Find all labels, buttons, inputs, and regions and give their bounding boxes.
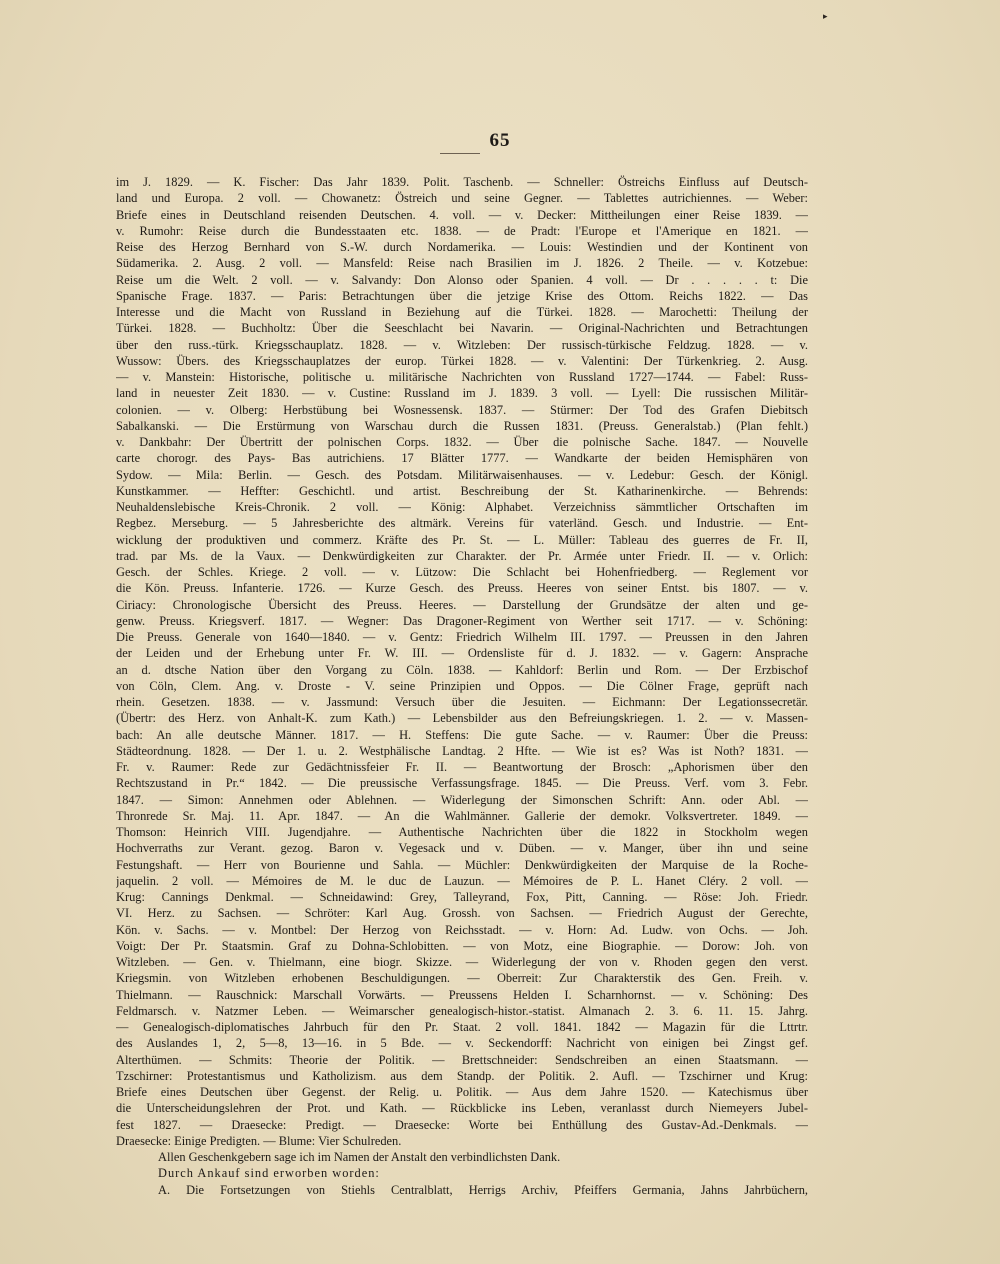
text-line: rhein. Gesetzen. 1838. — v. Jassmund: Versuch über die Jesuiten. — Eichmann: Der Legationssecretär. <box>116 695 808 709</box>
body-text <box>116 174 808 1198</box>
text-line: des Auslandes 1, 2, 5—8, 13—16. in 5 Bde. — v. Seckendorff: Nachricht von einigen bei Zingst gef. <box>116 1036 808 1051</box>
text-line: Feldmarsch. v. Natzmer Leben. — Weimarscher genealogisch-histor.-statist. Almanach 2. 3. 6. 11. 15. Jahrg. <box>116 1003 808 1018</box>
text-line: Spanische Frage. 1837. — Paris: Betrachtungen über die jetzige Krise des Ottom. Reichs 1822. — Das <box>116 288 808 303</box>
text-line: Interesse und die Macht von Russland in Beziehung auf die Türkei. 1828. — Marochetti: Theilung der <box>116 305 808 319</box>
text-line: Rechtszustand in Pr.“ 1842. — Die preussische Verfassungsfrage. 1845. — Die Preuss. Verf. vom 3. Febr. <box>116 776 808 791</box>
text-line: v. Rumohr: Reise durch die Bundesstaaten etc. 1838. — de Pradt: l'Europe et l'Amerique en 1821. — <box>116 223 808 238</box>
text-line: Festungshaft. — Herr von Bourienne und Sahla. — Müchler: Denkwürdigkeiten der Marquise de la Roche- <box>116 857 808 872</box>
text-line: Die Preuss. Generale von 1640—1840. — v. Gentz: Friedrich Wilhelm III. 1797. — Preussen in den Jahren <box>116 630 808 644</box>
text-line: Hochverraths zur Verant. gezog. Baron v. Vegesack und v. Düben. — v. Manger, über ihn und seine <box>116 841 808 856</box>
page-edge-mark: ▸ <box>823 12 828 22</box>
text-line: Thielmann. — Rauschnick: Marschall Vorwärts. — Preussens Helden I. Scharnhornst. — v. Schöning: Des <box>116 987 808 1002</box>
text-line: trad. par Ms. de la Vaux. — Denkwürdigkeiten zur Charakter. der Pr. Armée unter Friedr. II. — v. Orlich: <box>116 548 808 563</box>
text-line: fest 1827. — Draesecke: Predigt. — Draesecke: Worte bei Enthüllung des Gustav-Ad.-Denkmals. — <box>116 1117 808 1132</box>
text-line: — v. Manstein: Historische, politische u. militärische Nachrichten von Russland 1727—1744. — Fabel: Russ- <box>116 370 808 384</box>
text-line: an d. dtsche Nation über den Vorgang zu Cöln. 1838. — Kahldorf: Berlin und Rom. — Der Erzbischof <box>116 662 808 677</box>
text-line: Ciriacy: Chronologische Übersicht des Preuss. Heeres. — Darstellung der Grundsätze der alten und ge- <box>116 597 808 612</box>
page-number-underline <box>440 153 480 154</box>
text-line: Reise um die Welt. 2 voll. — v. Salvandy: Don Alonso oder Spanien. 4 voll. — Dr . . . . . t: Die <box>116 272 808 287</box>
text-line: Thomson: Heinrich VIII. Jugendjahre. — Authentische Nachrichten über die 1822 in Stockholm wegen <box>116 825 808 839</box>
text-line: land und Europa. 2 voll. — Chowanetz: Östreich und seine Gegner. — Tablettes autrichiennes. — Weber: <box>116 191 808 206</box>
text-line: die Kön. Preuss. Infanterie. 1726. — Kurze Gesch. des Preuss. Heeres von seiner Entst. bis 1807. — v. <box>116 581 808 596</box>
text-line: Gesch. der Schles. Kriege. 2 voll. — v. Lützow: Die Schlacht bei Hohenfriedberg. — Reglement vor <box>116 565 808 579</box>
text-line: Wussow: Übers. des Kriegsschauplatzes der europ. Türkei 1828. — v. Valentini: Der Türkenkrieg. 2. Ausg. <box>116 353 808 368</box>
bibliography-list <box>116 174 808 1149</box>
text-line: über den russ.-türk. Kriegsschauplatz. 1828. — v. Witzleben: Der russisch-türkische Feldzug. 1828. — v. <box>116 337 808 352</box>
text-line: wicklung der produktiven und commerz. Kräfte des Pr. St. — L. Müller: Tableau des guerres de Fr. II, <box>116 532 808 547</box>
purchase-heading: Durch Ankauf sind erworben worden: <box>158 1166 380 1181</box>
text-line: carte chorogr. des Pays- Bas autrichiens. 17 Blätter 1777. — Wandkarte der beiden Hemisphären von <box>116 451 808 466</box>
text-line: Voigt: Der Pr. Staatsmin. Graf zu Dohna-Schlobitten. — von Motz, eine Biographie. — Dorow: Joh. von <box>116 938 808 953</box>
text-line: (Übertr: des Herz. von Anhalt-K. zum Kath.) — Lebensbilder aus den Befreiungskriegen. 1. 2. — v. Massen- <box>116 711 808 726</box>
text-line: colonien. — v. Olberg: Herbstübung bei Wosnessensk. 1837. — Stürmer: Der Tod des Grafen Diebitsch <box>116 402 808 417</box>
text-line: die Unterscheidungslehren der Prot. und Kath. — Rückblicke ins Leben, veranlasst durch Niemeyers Jubel- <box>116 1101 808 1116</box>
text-line: 1847. — Simon: Annehmen oder Ablehnen. — Widerlegung der Simonschen Schrift: Ann. oder Abl. — <box>116 792 808 807</box>
text-line: im J. 1829. — K. Fischer: Das Jahr 1839. Polit. Taschenb. — Schneller: Östreichs Einfluss auf Deutsch- <box>116 175 808 189</box>
text-line: jaquelin. 2 voll. — Mémoires de M. le duc de Lauzun. — Mémoires de P. L. Hanet Cléry. 2 voll. — <box>116 873 808 888</box>
text-line: Briefe eines in Deutschland reisenden Deutschen. 4. voll. — v. Decker: Mittheilungen einer Reise 1839. — <box>116 207 808 222</box>
text-line: Städteordnung. 1828. — Der 1. u. 2. Westphälische Landtag. 2 Hfte. — Wie ist es? Was ist Noth? 1831. — <box>116 743 808 758</box>
text-line: Thronrede Sr. Maj. 11. Apr. 1847. — An die Wahlmänner. Gallerie der demokr. Volksvertreter. 1849. — <box>116 808 808 823</box>
text-line: Draesecke: Einige Predigten. — Blume: Vier Schulreden. <box>116 1133 402 1148</box>
text-line: Regbez. Merseburg. — 5 Jahresberichte des altmärk. Vereins für vaterländ. Gesch. und Industrie. — Ent- <box>116 516 808 531</box>
text-line: Briefe eines Deutschen über Gegenst. der Relig. u. Politik. — Aus dem Jahre 1520. — Katechismus über <box>116 1085 808 1099</box>
text-line: Fr. v. Raumer: Rede zur Gedächtnissfeier Fr. II. — Beantwortung der Brosch: „Aphorismen über den <box>116 760 808 774</box>
text-line: Witzleben. — Gen. v. Thielmann, eine biogr. Skizze. — Widerlegung der von v. Rhoden gegen den verst. <box>116 955 808 969</box>
text-line: Sabalkanski. — Die Erstürmung von Warschau durch die Russen 1831. (Preuss. Generalstab.) (Plan fehlt.) <box>116 418 808 433</box>
text-line: VI. Herz. zu Sachsen. — Schröter: Karl Aug. Grossh. von Sachsen. — Friedrich August der Gerechte, <box>116 906 808 921</box>
text-line: bach: An alle deutsche Männer. 1817. — H. Steffens: Die gute Sache. — v. Raumer: Über die Preuss: <box>116 727 808 742</box>
text-line: Neuhaldenslebische Kreis-Chronik. 2 voll. — König: Alphabet. Verzeichniss sämmtlicher Ortschaften im <box>116 500 808 514</box>
text-line: Kunstkammer. — Heffter: Geschichtl. und artist. Beschreibung der St. Katharinenkirche. — Behrends: <box>116 483 808 498</box>
text-line: Kriegsmin. von Witzleben erhobenen Beschuldigungen. — Oberreit: Zur Charakterstik des Gen. Freih. v. <box>116 971 808 986</box>
purchase-line: A. Die Fortsetzungen von Stiehls Centralblatt, Herrigs Archiv, Pfeiffers Germania, Jahns Jahrbüchern, <box>158 1182 808 1197</box>
text-line: Türkei. 1828. — Buchholtz: Über die Seeschlacht bei Navarin. — Original-Nachrichten und Betrachtungen <box>116 321 808 336</box>
text-line: Reise des Herzog Bernhard von S.-W. durch Nordamerika. — Louis: Westindien und der Kontinent von <box>116 240 808 254</box>
text-line: Südamerika. 2. Ausg. 2 voll. — Mansfeld: Reise nach Brasilien im J. 1826. 2 Theile. — v. Kotzebue: <box>116 256 808 271</box>
text-line: der Leiden und der Erhebung unter Fr. W. III. — Ordensliste für d. J. 1832. — v. Gagern: Ansprache <box>116 646 808 661</box>
text-line: v. Dankbahr: Der Übertritt der polnischen Corps. 1832. — Über die polnische Sache. 1847. — Nouvelle <box>116 435 808 449</box>
text-line: von Cöln, Clem. Ang. v. Droste - V. seine Prinzipien und Oppos. — Die Cölner Frage, geprüft nach <box>116 678 808 693</box>
text-line: Tzschirner: Protestantismus und Katholizism. aus dem Standp. der Politik. 2. Aufl. — Tzschirner und Krug: <box>116 1068 808 1083</box>
page-number: 65 <box>489 130 511 151</box>
text-line: land in neuester Zeit 1830. — v. Custine: Russland im J. 1839. 3 voll. — Lyell: Die russischen Militär- <box>116 386 808 401</box>
acknowledgement-line: Allen Geschenkgebern sage ich im Namen der Anstalt den verbindlichsten Dank. <box>158 1150 561 1164</box>
text-line: Krug: Cannings Denkmal. — Schneidawind: Grey, Talleyrand, Fox, Pitt, Canning. — Röse: Joh. Friedr. <box>116 890 808 904</box>
text-line: Kön. v. Sachs. — v. Montbel: Der Herzog von Reichsstadt. — v. Horn: Ad. Ludw. von Ochs. — Joh. <box>116 922 808 937</box>
text-line: Sydow. — Mila: Berlin. — Gesch. des Potsdam. Militärwaisenhauses. — v. Ledebur: Gesch. der Königl. <box>116 467 808 482</box>
text-line: — Genealogisch-diplomatisches Jahrbuch für den Pr. Staat. 2 voll. 1841. 1842 — Magazin für die Lttrtr. <box>116 1020 808 1034</box>
text-line: Alterthümen. — Schmits: Theorie der Politik. — Brettschneider: Sendschreiben an einen Staatsmann. — <box>116 1052 808 1067</box>
text-line: genw. Preuss. Kriegsverf. 1817. — Wegner: Das Dragoner-Regiment von Werther seit 1717. — v. Schöning: <box>116 613 808 628</box>
